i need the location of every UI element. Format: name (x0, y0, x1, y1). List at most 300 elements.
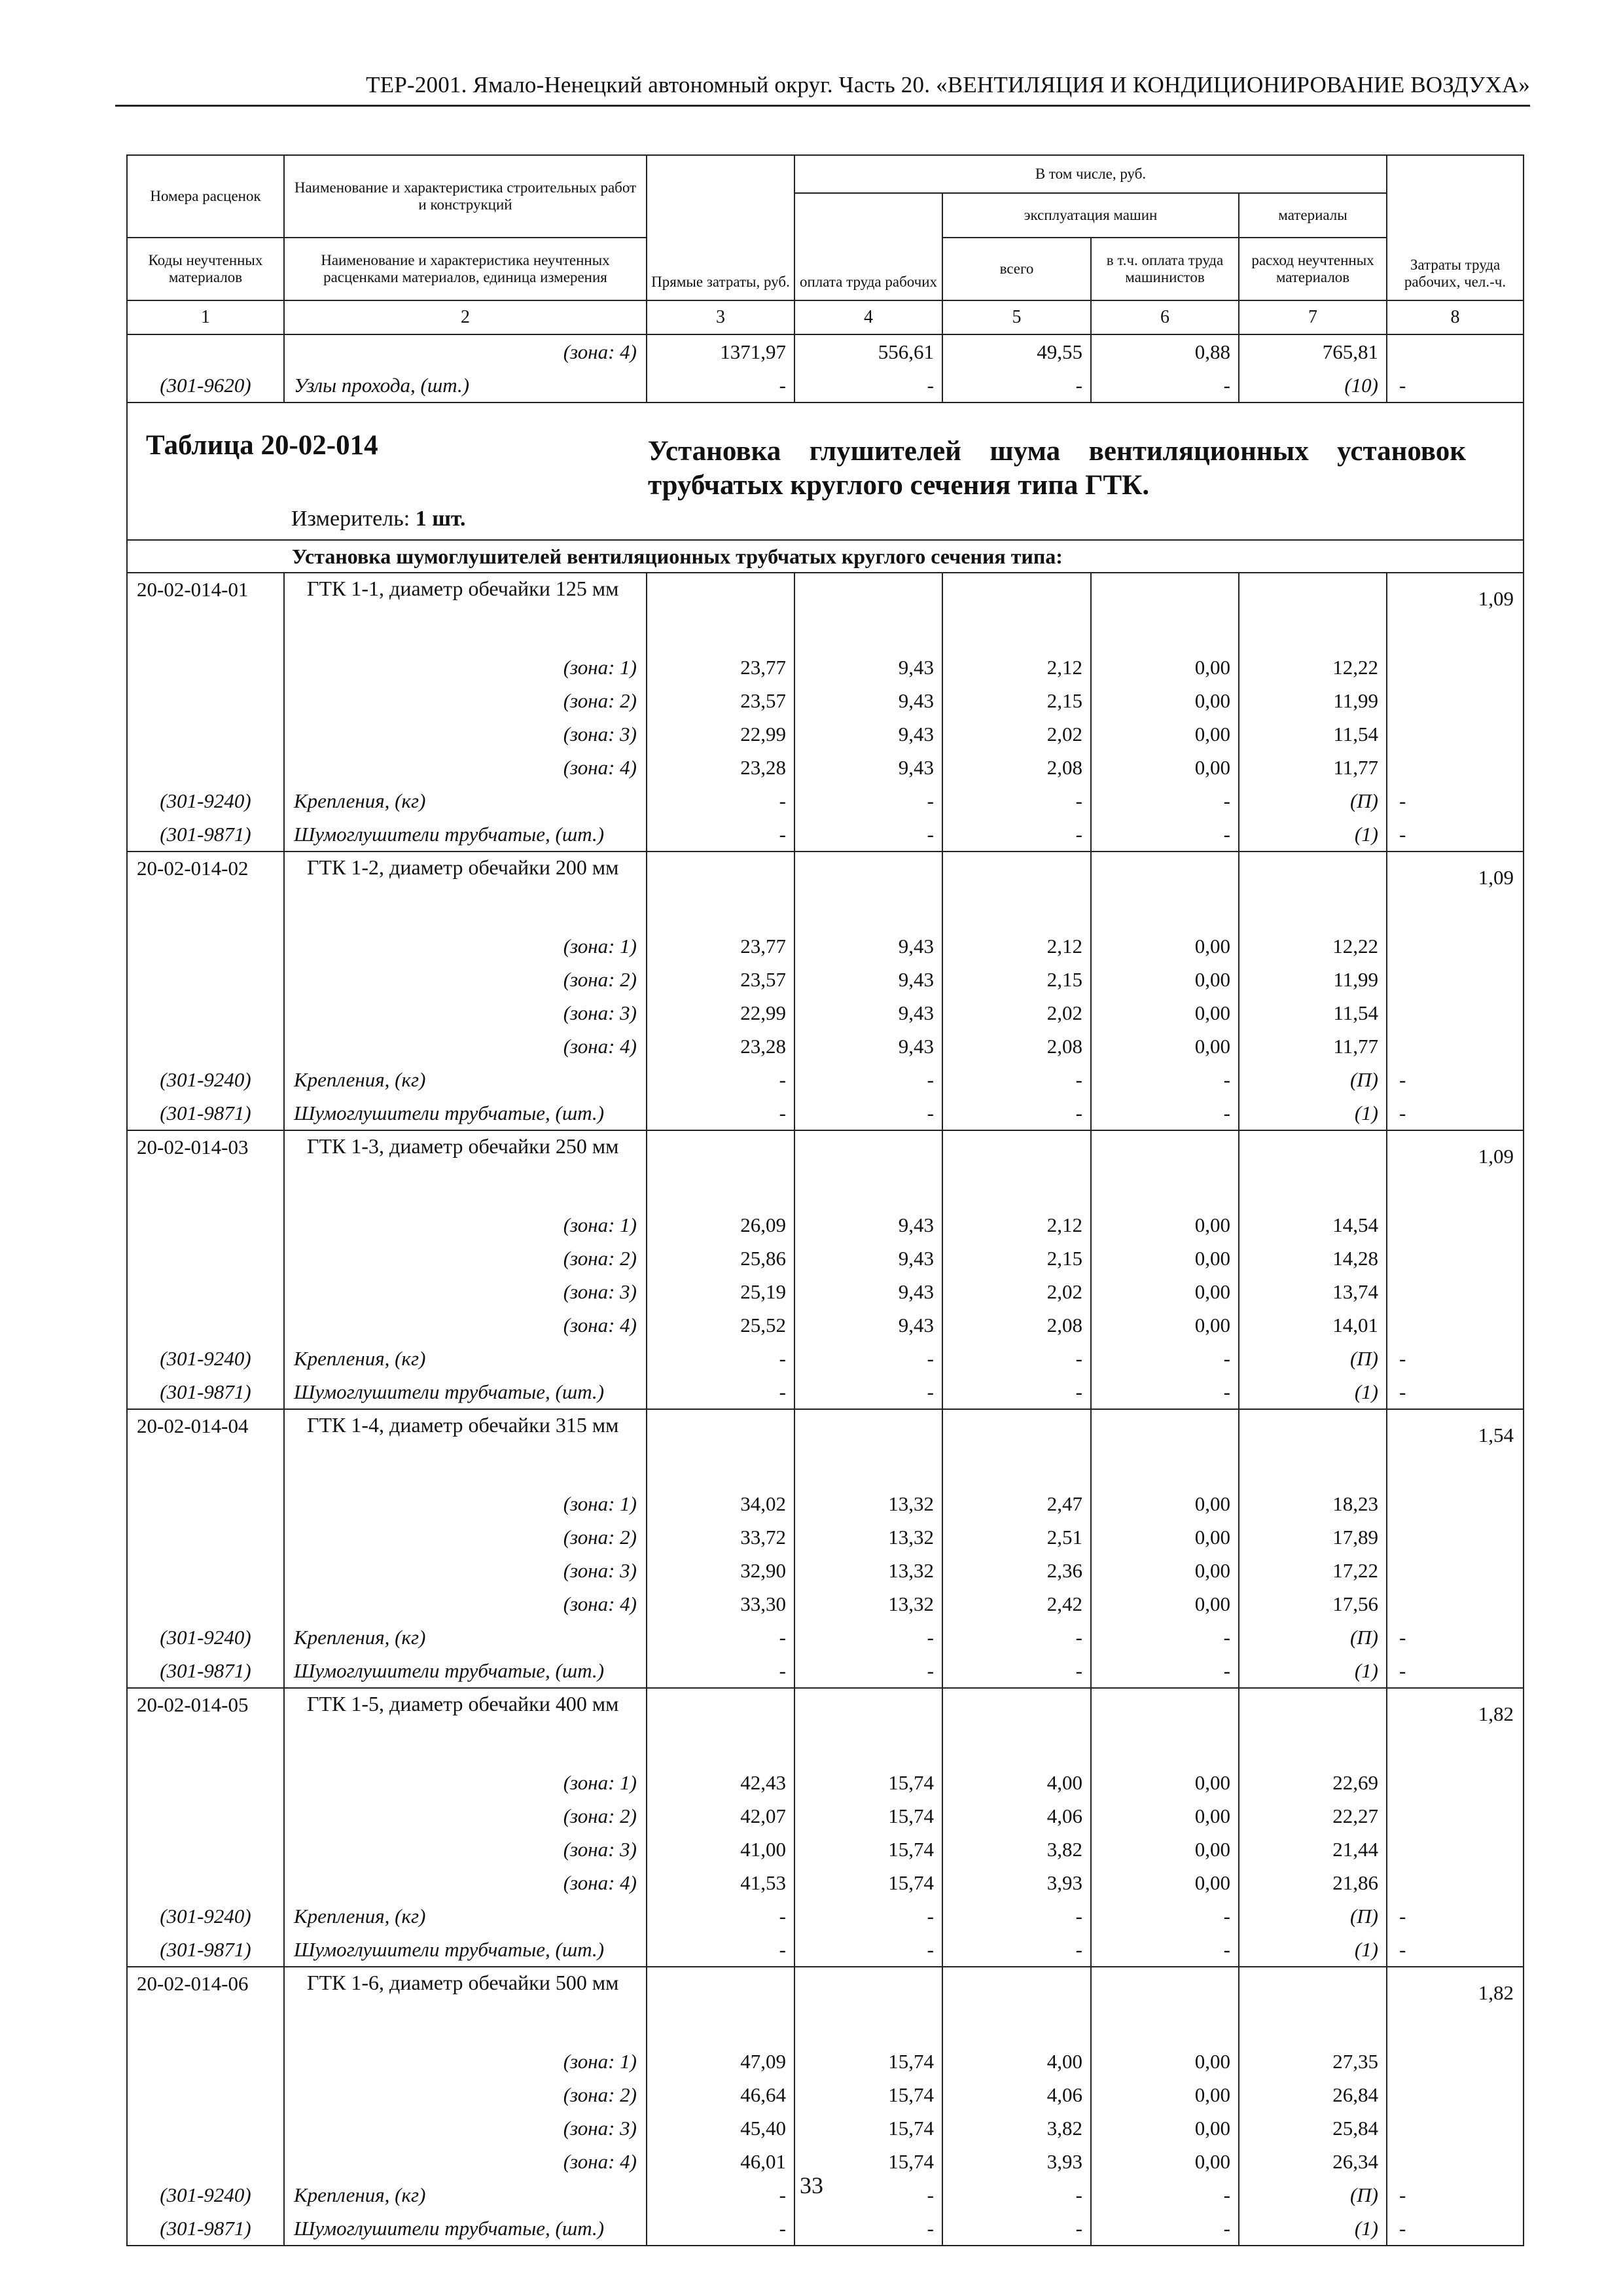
material-value: - (794, 2212, 942, 2246)
machinist-wages-value: 0,00 (1091, 1208, 1239, 1242)
material-row (127, 1933, 1524, 1967)
material-value: - (1091, 1899, 1239, 1933)
materials-value: 17,56 (1239, 1587, 1387, 1621)
empty-cell (127, 1208, 284, 1242)
direct-cost-value: 26,09 (647, 1208, 794, 1242)
material-value: - (794, 817, 942, 852)
material-value: - (942, 2212, 1091, 2246)
column-number: 3 (647, 300, 794, 334)
materials-value: 11,54 (1239, 996, 1387, 1030)
material-value: - (942, 368, 1091, 403)
empty-cell (1091, 573, 1239, 651)
material-value: - (1091, 1933, 1239, 1967)
material-row (127, 1096, 1524, 1130)
column-number: 1 (127, 300, 284, 334)
wages-value: 9,43 (794, 651, 942, 684)
rate-name: ГТК 1-2, диаметр обечайки 200 мм (284, 852, 647, 929)
direct-cost-value: 23,77 (647, 929, 794, 963)
empty-cell (1387, 1587, 1524, 1621)
material-value: - (1091, 1096, 1239, 1130)
material-name: Шумоглушители трубчатые, (шт.) (284, 2212, 647, 2246)
empty-cell (1387, 1208, 1524, 1242)
machinist-wages-value: 0,00 (1091, 929, 1239, 963)
material-value: - (647, 1621, 794, 1654)
header-including: В том числе, руб. (794, 155, 1387, 193)
material-value: - (1387, 1621, 1524, 1654)
zone-label: (зона: 1) (284, 1487, 647, 1520)
table-title-block (127, 403, 1524, 540)
empty-cell (127, 1308, 284, 1342)
material-code: (301-9240) (127, 1899, 284, 1933)
rate-number: 20-02-014-04 (127, 1409, 284, 1487)
header-wages: оплата труда рабочих (794, 193, 942, 300)
direct-cost-value: 45,40 (647, 2111, 794, 2145)
machines-value: 2,02 (942, 717, 1091, 751)
rate-number: 20-02-014-02 (127, 852, 284, 929)
rate-header-row (127, 1409, 1524, 1487)
material-value: - (1387, 1375, 1524, 1409)
carryover-section (127, 334, 1524, 573)
material-value: - (794, 1375, 942, 1409)
rate-number: 20-02-014-05 (127, 1688, 284, 1766)
direct-cost-value: 33,30 (647, 1587, 794, 1621)
material-value: - (794, 1063, 942, 1096)
header-machines-total: всего (942, 238, 1091, 300)
material-value: - (1387, 1342, 1524, 1375)
zone-row (127, 1833, 1524, 1866)
direct-cost-value: 41,53 (647, 1866, 794, 1899)
machines-value: 4,06 (942, 2078, 1091, 2111)
empty-cell (1387, 1833, 1524, 1866)
material-value: - (1387, 1899, 1524, 1933)
direct-cost-value: 46,64 (647, 2078, 794, 2111)
zone-row (127, 996, 1524, 1030)
zone-label: (зона: 3) (284, 996, 647, 1030)
machines-value: 3,93 (942, 1866, 1091, 1899)
empty-cell (1387, 929, 1524, 963)
wages-value: 9,43 (794, 717, 942, 751)
material-value: - (1387, 368, 1524, 403)
empty-cell (794, 573, 942, 651)
labor-costs-value: 1,09 (1387, 852, 1524, 929)
wages-value: 9,43 (794, 1308, 942, 1342)
table-subtitle: Установка шумоглушителей вентиляционных трубчатых круглого сечения типа: (284, 540, 1524, 573)
machinist-wages-value: 0,00 (1091, 1799, 1239, 1833)
empty-cell (127, 717, 284, 751)
empty-cell (942, 1688, 1091, 1766)
rates-section (127, 573, 1524, 2246)
material-name: Крепления, (кг) (284, 1063, 647, 1096)
page-number: 33 (800, 2172, 823, 2198)
empty-cell (1387, 684, 1524, 717)
material-value: - (647, 2212, 794, 2246)
material-name: Крепления, (кг) (284, 1342, 647, 1375)
empty-cell (127, 651, 284, 684)
material-value: - (794, 368, 942, 403)
material-value: - (794, 2178, 942, 2212)
material-code: (301-9871) (127, 1096, 284, 1130)
materials-value: 17,89 (1239, 1520, 1387, 1554)
material-code: (301-9871) (127, 1654, 284, 1688)
material-code: (301-9871) (127, 817, 284, 852)
material-row (127, 368, 1524, 403)
header-material-consumption: расход неучтенных материалов (1239, 238, 1387, 300)
machines-value: 3,82 (942, 1833, 1091, 1866)
wages-value: 13,32 (794, 1554, 942, 1587)
materials-value: 11,77 (1239, 751, 1387, 784)
material-consumption: (П) (1239, 1621, 1387, 1654)
rate-number: 20-02-014-06 (127, 1967, 284, 2045)
material-name: Шумоглушители трубчатые, (шт.) (284, 1933, 647, 1967)
materials-value: 27,35 (1239, 2045, 1387, 2078)
rate-number: 20-02-014-01 (127, 573, 284, 651)
material-code: (301-9240) (127, 1621, 284, 1654)
rate-header-row (127, 1688, 1524, 1766)
direct-cost-value: 23,57 (647, 963, 794, 996)
empty-cell (127, 751, 284, 784)
materials-value: 26,84 (1239, 2078, 1387, 2111)
wages-value: 15,74 (794, 1833, 942, 1866)
rate-header-row (127, 1130, 1524, 1208)
material-value: - (794, 1899, 942, 1933)
material-consumption: (1) (1239, 1375, 1387, 1409)
zone-label: (зона: 4) (284, 2145, 647, 2178)
wages-value: 15,74 (794, 1866, 942, 1899)
wages-value: 15,74 (794, 1799, 942, 1833)
material-value: - (647, 784, 794, 817)
material-value: - (647, 1096, 794, 1130)
header-material-names: Наименование и характеристика неучтенных расценками материалов, единица измерения (284, 238, 647, 300)
wages-value: 13,32 (794, 1487, 942, 1520)
materials-value: 22,69 (1239, 1766, 1387, 1799)
direct-cost-value: 23,77 (647, 651, 794, 684)
empty-cell (127, 2045, 284, 2078)
rate-number: 20-02-014-03 (127, 1130, 284, 1208)
zone-label: (зона: 4) (284, 334, 647, 368)
machinist-wages-value: 0,00 (1091, 1308, 1239, 1342)
rate-name: ГТК 1-4, диаметр обечайки 315 мм (284, 1409, 647, 1487)
column-number: 5 (942, 300, 1091, 334)
machinist-wages-value: 0,00 (1091, 1766, 1239, 1799)
zone-label: (зона: 1) (284, 2045, 647, 2078)
zone-label: (зона: 2) (284, 2078, 647, 2111)
empty-cell (794, 1688, 942, 1766)
wages-value: 15,74 (794, 2111, 942, 2145)
material-row (127, 2212, 1524, 2246)
wages-value: 9,43 (794, 751, 942, 784)
direct-cost-value: 32,90 (647, 1554, 794, 1587)
empty-cell (1387, 963, 1524, 996)
materials-value: 14,54 (1239, 1208, 1387, 1242)
empty-cell (647, 1130, 794, 1208)
material-code: (301-9871) (127, 2212, 284, 2246)
labor-costs-value: 1,82 (1387, 1688, 1524, 1766)
direct-cost-value: 42,07 (647, 1799, 794, 1833)
machines-value: 2,02 (942, 1275, 1091, 1308)
machines-value: 4,00 (942, 1766, 1091, 1799)
wages-value: 15,74 (794, 2045, 942, 2078)
running-header: ТЕР-2001. Ямало-Ненецкий автономный округ. Часть 20. «ВЕНТИЛЯЦИЯ И КОНДИЦИОНИРОВАНИЕ ВОЗДУХА» (366, 72, 1530, 98)
zone-label: (зона: 3) (284, 1275, 647, 1308)
material-value: - (942, 1096, 1091, 1130)
material-name: Шумоглушители трубчатые, (шт.) (284, 1375, 647, 1409)
rate-name: ГТК 1-5, диаметр обечайки 400 мм (284, 1688, 647, 1766)
machines-value: 2,15 (942, 1242, 1091, 1275)
material-row (127, 1375, 1524, 1409)
material-consumption: (1) (1239, 1933, 1387, 1967)
machines-value: 2,47 (942, 1487, 1091, 1520)
material-consumption: (1) (1239, 817, 1387, 852)
header-work-name: Наименование и характеристика строительных работ и конструкций (284, 155, 647, 238)
empty-cell (942, 1409, 1091, 1487)
zone-label: (зона: 2) (284, 1520, 647, 1554)
zone-label: (зона: 1) (284, 929, 647, 963)
machinist-wages-value: 0,00 (1091, 2045, 1239, 2078)
column-number: 7 (1239, 300, 1387, 334)
material-row (127, 1342, 1524, 1375)
material-value: - (1387, 1933, 1524, 1967)
zone-row (127, 684, 1524, 717)
materials-value: 21,44 (1239, 1833, 1387, 1866)
empty-cell (1387, 2078, 1524, 2111)
material-value: - (1387, 1096, 1524, 1130)
zone-label: (зона: 4) (284, 751, 647, 784)
rate-name: ГТК 1-6, диаметр обечайки 500 мм (284, 1967, 647, 2045)
zone-row (127, 1487, 1524, 1520)
machinist-wages-value: 0,00 (1091, 1030, 1239, 1063)
table-id: Таблица 20-02-014 (146, 430, 378, 461)
direct-cost-value: 47,09 (647, 2045, 794, 2078)
zone-row (127, 1799, 1524, 1833)
zone-row (127, 1766, 1524, 1799)
zone-row (127, 2045, 1524, 2078)
column-number: 2 (284, 300, 647, 334)
labor-costs-value: 1,82 (1387, 1967, 1524, 2045)
direct-cost-value: 41,00 (647, 1833, 794, 1866)
zone-label: (зона: 3) (284, 1554, 647, 1587)
zone-row (127, 717, 1524, 751)
zone-label: (зона: 2) (284, 684, 647, 717)
header-direct-costs: Прямые затраты, руб. (647, 155, 794, 300)
empty-cell (127, 1799, 284, 1833)
direct-cost-value: 22,99 (647, 717, 794, 751)
empty-cell (942, 1967, 1091, 2045)
zone-row (127, 1554, 1524, 1587)
direct-cost-value: 23,57 (647, 684, 794, 717)
empty-cell (127, 1275, 284, 1308)
machines-value: 2,08 (942, 751, 1091, 784)
material-code: (301-9240) (127, 2178, 284, 2212)
empty-cell (127, 963, 284, 996)
direct-cost-value: 23,28 (647, 751, 794, 784)
material-value: - (942, 1899, 1091, 1933)
zone-row (127, 1587, 1524, 1621)
material-value: - (1091, 2178, 1239, 2212)
direct-cost-value: 25,19 (647, 1275, 794, 1308)
zone-row (127, 1275, 1524, 1308)
rate-name: ГТК 1-3, диаметр обечайки 250 мм (284, 1130, 647, 1208)
labor-costs-value: 1,09 (1387, 573, 1524, 651)
zone-row (127, 1308, 1524, 1342)
machines-value: 2,12 (942, 929, 1091, 963)
material-consumption: (П) (1239, 784, 1387, 817)
empty-cell (647, 1409, 794, 1487)
zone-label: (зона: 4) (284, 1030, 647, 1063)
material-value: - (942, 1342, 1091, 1375)
rate-name: ГТК 1-1, диаметр обечайки 125 мм (284, 573, 647, 651)
materials-value: 18,23 (1239, 1487, 1387, 1520)
material-row (127, 784, 1524, 817)
material-name: Крепления, (кг) (284, 784, 647, 817)
machinist-wages-value: 0,00 (1091, 1554, 1239, 1587)
header-labor-costs: Затраты труда рабочих, чел.-ч. (1387, 155, 1524, 300)
labor-costs-value: 1,54 (1387, 1409, 1524, 1487)
material-value: - (942, 1654, 1091, 1688)
material-value: - (1091, 2212, 1239, 2246)
empty-cell (1387, 2045, 1524, 2078)
machines-value: 2,02 (942, 996, 1091, 1030)
material-value: - (942, 817, 1091, 852)
material-value: - (647, 368, 794, 403)
empty-cell (127, 1833, 284, 1866)
empty-cell (1387, 1242, 1524, 1275)
material-value: - (1091, 1063, 1239, 1096)
header-rate-numbers: Номера расценок (127, 155, 284, 238)
wages-value: 9,43 (794, 963, 942, 996)
zone-row (127, 929, 1524, 963)
empty-cell (1387, 1554, 1524, 1587)
empty-cell (1091, 1130, 1239, 1208)
machinist-wages-value: 0,00 (1091, 1487, 1239, 1520)
zone-label: (зона: 3) (284, 2111, 647, 2145)
machines-value: 2,51 (942, 1520, 1091, 1554)
material-row (127, 817, 1524, 852)
material-value: - (1091, 1342, 1239, 1375)
material-name: Шумоглушители трубчатые, (шт.) (284, 817, 647, 852)
material-name: Крепления, (кг) (284, 2178, 647, 2212)
material-value: - (1091, 1375, 1239, 1409)
zone-label: (зона: 3) (284, 1833, 647, 1866)
zone-label: (зона: 4) (284, 1587, 647, 1621)
materials-value: 22,27 (1239, 1799, 1387, 1833)
material-value: - (647, 1899, 794, 1933)
material-value: - (942, 2178, 1091, 2212)
zone-label: (зона: 1) (284, 651, 647, 684)
empty-cell (1387, 996, 1524, 1030)
rate-header-row (127, 573, 1524, 651)
machines-value: 2,42 (942, 1587, 1091, 1621)
zone-row (127, 2078, 1524, 2111)
material-value: - (1387, 1654, 1524, 1688)
empty-cell (1387, 1030, 1524, 1063)
material-value: - (1091, 1654, 1239, 1688)
wages-value: 15,74 (794, 2078, 942, 2111)
materials-value: 21,86 (1239, 1866, 1387, 1899)
column-number: 4 (794, 300, 942, 334)
machinist-wages-value: 0,00 (1091, 1833, 1239, 1866)
materials-value: 11,99 (1239, 684, 1387, 717)
direct-cost-value: 22,99 (647, 996, 794, 1030)
material-value: - (647, 1933, 794, 1967)
materials-value: 11,77 (1239, 1030, 1387, 1063)
machines-value: 2,36 (942, 1554, 1091, 1587)
wages-value: 556,61 (794, 334, 942, 368)
empty-cell (647, 573, 794, 651)
unit-value: 1 шт. (415, 507, 466, 531)
zone-row (127, 751, 1524, 784)
machines-value: 2,08 (942, 1030, 1091, 1063)
labor-costs-value: 1,09 (1387, 1130, 1524, 1208)
direct-cost-value: 25,86 (647, 1242, 794, 1275)
direct-cost-value: 1371,97 (647, 334, 794, 368)
machinist-wages-value: 0,00 (1091, 996, 1239, 1030)
direct-cost-value: 46,01 (647, 2145, 794, 2178)
machinist-wages-value: 0,00 (1091, 1520, 1239, 1554)
zone-row (127, 334, 1524, 368)
material-value: (10) (1239, 368, 1387, 403)
material-code: (301-9871) (127, 1933, 284, 1967)
table-header (127, 155, 1524, 334)
column-number: 6 (1091, 300, 1239, 334)
zone-label: (зона: 4) (284, 1866, 647, 1899)
material-consumption: (1) (1239, 1654, 1387, 1688)
material-value: - (942, 1621, 1091, 1654)
materials-value: 12,22 (1239, 651, 1387, 684)
material-code: (301-9871) (127, 1375, 284, 1409)
empty-cell (1239, 1688, 1387, 1766)
empty-cell (127, 1766, 284, 1799)
material-code: (301-9240) (127, 1063, 284, 1096)
header-material-codes: Коды неучтенных материалов (127, 238, 284, 300)
direct-cost-value: 33,72 (647, 1520, 794, 1554)
wages-value: 13,32 (794, 1587, 942, 1621)
machines-value: 2,15 (942, 963, 1091, 996)
material-value: - (647, 1654, 794, 1688)
wages-value: 9,43 (794, 684, 942, 717)
machinist-wages-value: 0,00 (1091, 1866, 1239, 1899)
wages-value: 9,43 (794, 1242, 942, 1275)
machinist-wages-value: 0,00 (1091, 2078, 1239, 2111)
material-value: - (647, 1342, 794, 1375)
machinist-wages-value: 0,00 (1091, 2111, 1239, 2145)
material-value: - (1387, 2212, 1524, 2246)
materials-value: 14,01 (1239, 1308, 1387, 1342)
machines-value: 2,08 (942, 1308, 1091, 1342)
empty-cell (942, 852, 1091, 929)
material-name: Крепления, (кг) (284, 1899, 647, 1933)
empty-cell (647, 1967, 794, 2045)
direct-cost-value: 25,52 (647, 1308, 794, 1342)
direct-cost-value: 42,43 (647, 1766, 794, 1799)
material-consumption: (П) (1239, 1899, 1387, 1933)
zone-label: (зона: 4) (284, 1308, 647, 1342)
material-row (127, 1621, 1524, 1654)
unit-label: Измеритель: (291, 507, 410, 531)
zone-row (127, 963, 1524, 996)
zone-row (127, 1520, 1524, 1554)
empty-cell (647, 852, 794, 929)
material-value: - (794, 1654, 942, 1688)
empty-cell (1091, 1409, 1239, 1487)
material-row (127, 1654, 1524, 1688)
material-value: - (1387, 2178, 1524, 2212)
empty-cell (127, 1587, 284, 1621)
machinist-wages-value: 0,00 (1091, 717, 1239, 751)
material-value: - (942, 784, 1091, 817)
empty-cell (1387, 717, 1524, 751)
zone-label: (зона: 2) (284, 963, 647, 996)
material-value: - (1091, 817, 1239, 852)
